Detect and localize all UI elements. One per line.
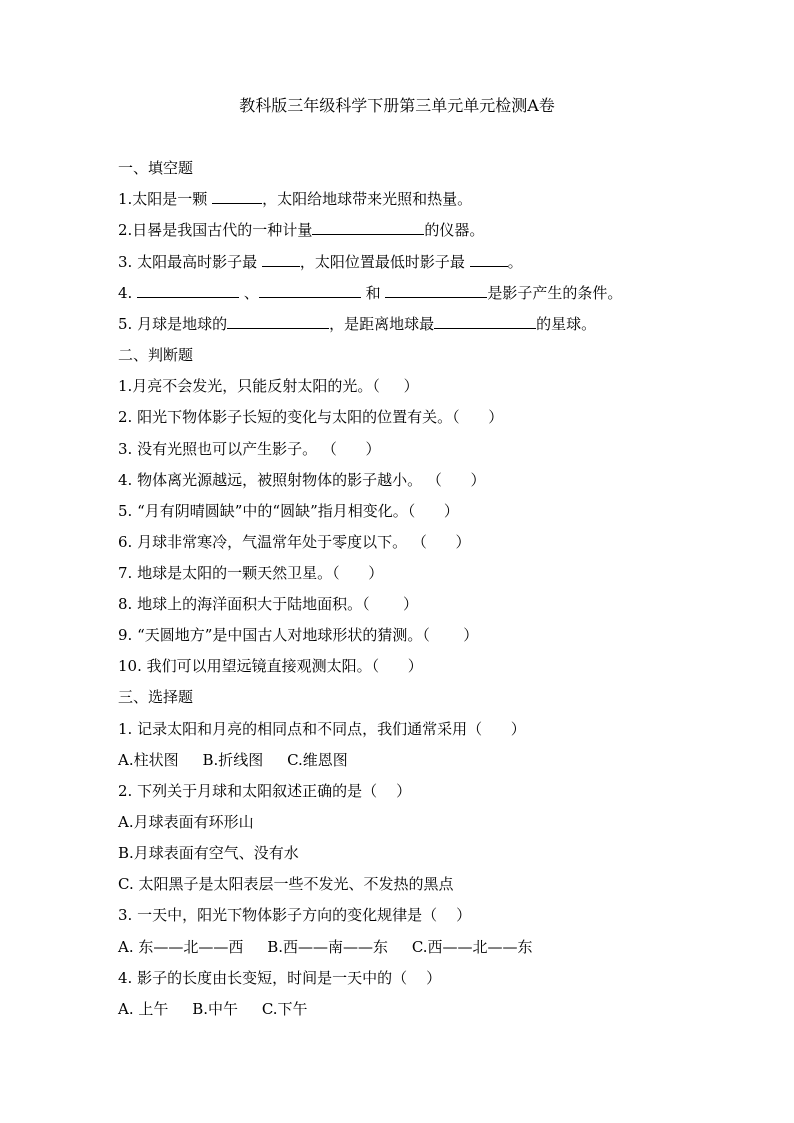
section-heading-choice: 三、选择题 [118,688,194,706]
judge-question: 4. 物体离光源越远，被照射物体的影子越小。 （ ） [118,471,486,489]
judge-question: 7. 地球是太阳的一颗天然卫星。（ ） [118,564,384,582]
answer-blank [312,219,424,235]
choice-options: A. 上午 B.中午 C.下午 [118,1000,308,1018]
judge-question: 2. 阳光下物体影子长短的变化与太阳的位置有关。（ ） [118,408,504,426]
question-text: 、 [239,284,259,302]
judge-question: 9. “天圆地方”是中国古人对地球形状的猜测。（ ） [118,626,479,644]
section-heading-true-false: 二、判断题 [118,346,194,364]
question-text: 3. 太阳最高时影子最 [118,253,262,271]
question-text: ，是距离地球最 [329,315,435,333]
fill-question-2 [118,219,484,241]
judge-question: 6. 月球非常寒冷，气温常年处于零度以下。 （ ） [118,533,471,551]
choice-question: 1. 记录太阳和月亮的相同点和不同点，我们通常采用（ ） [118,720,526,738]
question-text: ，太阳位置最低时影子最 [299,253,470,271]
question-text: 1.太阳是一颗 [118,190,213,208]
fill-question-5 [118,313,596,335]
judge-question: 1.月亮不会发光，只能反射太阳的光。（ ） [118,377,419,395]
judge-question: 10. 我们可以用望远镜直接观测太阳。（ ） [118,657,423,675]
question-text: 5. 月球是地球的 [118,315,228,333]
choice-question: 4. 影子的长度由长变短，时间是一天中的（ ） [118,969,442,987]
choice-options: A. 东——北——西 B.西——南——东 C.西——北——东 [118,938,533,956]
question-text: 2.日晷是我国古代的一种计量 [118,221,313,239]
answer-blank [137,282,239,298]
question-text: 。 [507,253,523,271]
answer-blank [470,251,508,267]
answer-blank [212,188,262,204]
question-text: 的仪器。 [424,221,485,239]
choice-question: 2. 下列关于月球和太阳叙述正确的是（ ） [118,782,412,800]
question-text: 的星球。 [536,315,597,333]
choice-option: C. 太阳黑子是太阳表层一些不发光、不发热的黑点 [118,875,454,893]
question-text: 4. [118,284,138,302]
question-text: ，太阳给地球带来光照和热量。 [262,190,473,208]
answer-blank [227,313,329,329]
choice-option: B.月球表面有空气、没有水 [118,844,299,862]
answer-blank [262,251,300,267]
choice-question: 3. 一天中，阳光下物体影子方向的变化规律是（ ） [118,906,472,924]
fill-question-3 [118,251,523,273]
fill-question-4 [118,282,622,304]
judge-question: 5. “月有阴晴圆缺”中的“圆缺”指月相变化。（ ） [118,502,459,520]
question-text: 是影子产生的条件。 [487,284,623,302]
judge-question: 3. 没有光照也可以产生影子。 （ ） [118,440,381,458]
choice-options: A.柱状图 B.折线图 C.维恩图 [118,751,348,769]
answer-blank [385,282,487,298]
fill-question-1 [118,188,472,210]
judge-question: 8. 地球上的海洋面积大于陆地面积。（ ） [118,595,418,613]
section-heading-fill-in: 一、填空题 [118,159,194,177]
page-title: 教科版三年级科学下册第三单元单元检测A卷 [239,96,555,115]
choice-option: A.月球表面有环形山 [118,813,254,831]
answer-blank [434,313,536,329]
question-text: 和 [360,284,386,302]
answer-blank [259,282,361,298]
